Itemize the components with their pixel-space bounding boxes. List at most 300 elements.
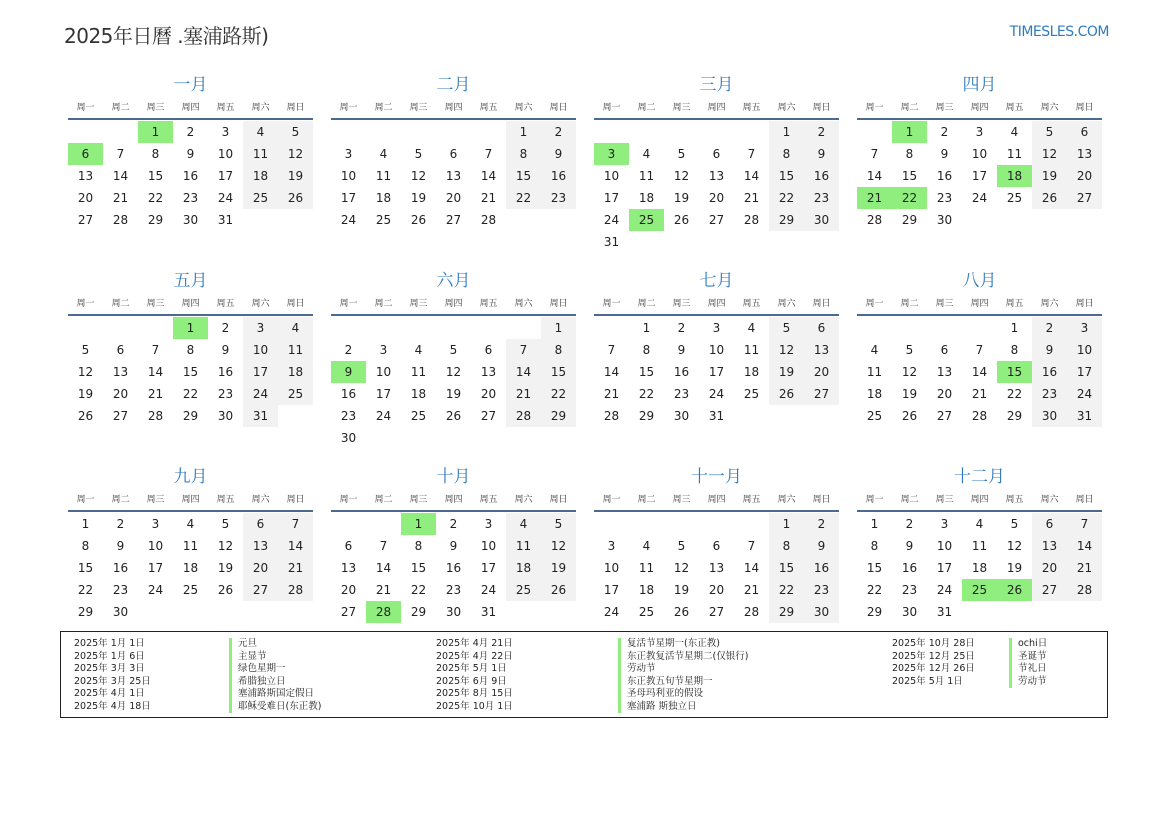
day-cell: 22 xyxy=(410,583,427,597)
day-empty xyxy=(471,317,506,339)
day-cell: 9 xyxy=(804,535,839,557)
month-title: 七月 xyxy=(699,271,734,291)
day-cell: 11 xyxy=(971,539,988,553)
holiday-column-3 xyxy=(892,638,1047,688)
day-cell: 2 xyxy=(116,517,125,531)
day-empty xyxy=(857,317,892,339)
day-cell: 19 xyxy=(1032,165,1067,187)
holiday-row xyxy=(436,638,748,651)
day-cell: 8 xyxy=(506,143,541,165)
day-empty xyxy=(331,317,366,339)
holiday-name: 圣母玛利亚的假设 xyxy=(618,688,703,701)
day-empty xyxy=(594,121,629,143)
day-cell-holiday: 1 xyxy=(892,121,927,143)
day-cell: 8 xyxy=(186,343,195,357)
day-cell: 6 xyxy=(344,539,353,553)
day-cell: 6 xyxy=(804,317,839,339)
day-cell: 20 xyxy=(243,557,278,579)
weekday-header xyxy=(594,294,839,316)
day-cell: 25 xyxy=(743,387,760,401)
day-cell: 23 xyxy=(217,387,234,401)
day-cell: 7 xyxy=(116,147,125,161)
day-cell: 11 xyxy=(638,561,655,575)
day-cell: 2 xyxy=(541,121,576,143)
day-cell: 26 xyxy=(673,213,690,227)
day-cell: 8 xyxy=(541,339,576,361)
day-cell: 20 xyxy=(936,387,953,401)
day-cell: 30 xyxy=(804,601,839,623)
holiday-row xyxy=(74,638,321,651)
day-cell: 11 xyxy=(1006,147,1023,161)
day-cell: 16 xyxy=(936,169,953,183)
holiday-row xyxy=(436,663,748,676)
holiday-date: 2025年 5月 1日 xyxy=(892,675,963,687)
weekday-label: 周一 xyxy=(602,103,621,113)
holiday-row xyxy=(892,638,1047,651)
day-cell: 19 xyxy=(445,387,462,401)
day-empty xyxy=(331,513,366,535)
day-cell: 20 xyxy=(708,583,725,597)
weekday-label: 周日 xyxy=(812,495,831,505)
day-cell: 30 xyxy=(182,213,199,227)
day-cell: 13 xyxy=(77,169,94,183)
day-cell: 20 xyxy=(340,583,357,597)
day-cell: 3 xyxy=(712,321,721,335)
holiday-row xyxy=(436,651,748,664)
weekday-label: 周三 xyxy=(935,495,954,505)
day-cell: 31 xyxy=(217,213,234,227)
day-cell: 4 xyxy=(1010,125,1019,139)
day-cell: 10 xyxy=(708,343,725,357)
day-cell: 31 xyxy=(708,409,725,423)
month-title: 九月 xyxy=(173,467,208,487)
day-cell: 23 xyxy=(804,579,839,601)
weekday-label: 周五 xyxy=(216,103,235,113)
month-title: 三月 xyxy=(699,75,734,95)
day-cell: 5 xyxy=(541,513,576,535)
day-cell: 15 xyxy=(866,561,883,575)
day-cell: 11 xyxy=(243,143,278,165)
day-cell: 27 xyxy=(112,409,129,423)
weekday-label: 周五 xyxy=(1005,299,1024,309)
day-cell: 5 xyxy=(1032,121,1067,143)
weekday-label: 周二 xyxy=(374,299,393,309)
day-cell: 6 xyxy=(484,343,493,357)
holiday-name: 劳动节 xyxy=(618,663,656,676)
month-title: 十二月 xyxy=(954,467,1005,487)
day-cell: 4 xyxy=(186,517,195,531)
day-cell: 3 xyxy=(484,517,493,531)
day-cell: 13 xyxy=(708,169,725,183)
day-cell: 1 xyxy=(541,317,576,339)
weekday-label: 周三 xyxy=(672,299,691,309)
day-empty xyxy=(734,513,769,535)
day-cell: 21 xyxy=(743,583,760,597)
day-empty xyxy=(506,317,541,339)
weekday-label: 周二 xyxy=(637,103,656,113)
day-cell: 13 xyxy=(340,561,357,575)
day-cell: 29 xyxy=(1006,409,1023,423)
holiday-row xyxy=(892,676,1047,689)
day-cell: 9 xyxy=(1032,339,1067,361)
day-cell: 27 xyxy=(340,605,357,619)
day-cell: 19 xyxy=(278,165,313,187)
weekday-label: 周日 xyxy=(286,103,305,113)
day-cell: 24 xyxy=(147,583,164,597)
day-cell: 8 xyxy=(151,147,160,161)
day-cell: 3 xyxy=(379,343,388,357)
day-cell: 19 xyxy=(673,191,690,205)
weekday-label: 周日 xyxy=(549,495,568,505)
day-cell: 13 xyxy=(936,365,953,379)
day-grid xyxy=(594,317,839,427)
day-cell: 2 xyxy=(221,321,230,335)
weekday-label: 周二 xyxy=(900,103,919,113)
day-cell: 17 xyxy=(971,169,988,183)
day-cell: 30 xyxy=(217,409,234,423)
day-cell: 23 xyxy=(445,583,462,597)
day-cell: 11 xyxy=(278,339,313,361)
day-cell-holiday: 18 xyxy=(997,165,1032,187)
weekday-label: 周日 xyxy=(549,103,568,113)
day-cell: 24 xyxy=(340,213,357,227)
month-title: 一月 xyxy=(173,75,208,95)
day-cell: 28 xyxy=(603,409,620,423)
day-empty xyxy=(892,317,927,339)
day-cell: 21 xyxy=(506,383,541,405)
weekday-label: 周六 xyxy=(251,103,270,113)
weekday-label: 周四 xyxy=(181,299,200,309)
day-grid xyxy=(594,513,839,623)
weekday-label: 周五 xyxy=(479,103,498,113)
day-cell: 12 xyxy=(901,365,918,379)
day-cell: 22 xyxy=(147,191,164,205)
day-cell: 15 xyxy=(769,557,804,579)
weekday-label: 周六 xyxy=(777,299,796,309)
weekday-header xyxy=(68,294,313,316)
month-6 xyxy=(331,268,576,464)
day-cell: 30 xyxy=(112,605,129,619)
day-cell: 21 xyxy=(743,191,760,205)
day-cell: 16 xyxy=(445,561,462,575)
weekday-label: 周二 xyxy=(900,299,919,309)
day-cell: 14 xyxy=(147,365,164,379)
day-cell: 20 xyxy=(1067,165,1102,187)
day-cell: 14 xyxy=(743,561,760,575)
day-cell: 12 xyxy=(541,535,576,557)
day-cell: 19 xyxy=(901,387,918,401)
weekday-label: 周六 xyxy=(514,103,533,113)
day-cell-holiday: 28 xyxy=(366,601,401,623)
day-grid xyxy=(68,317,313,427)
month-8 xyxy=(857,268,1102,464)
day-cell: 14 xyxy=(278,535,313,557)
day-cell: 23 xyxy=(936,191,953,205)
day-cell: 22 xyxy=(769,187,804,209)
day-cell: 3 xyxy=(1067,317,1102,339)
day-cell: 7 xyxy=(379,539,388,553)
day-cell: 7 xyxy=(747,147,756,161)
day-cell: 13 xyxy=(1067,143,1102,165)
day-empty xyxy=(629,121,664,143)
day-cell: 18 xyxy=(638,191,655,205)
day-cell: 29 xyxy=(638,409,655,423)
holiday-date: 2025年 4月 1日 xyxy=(74,688,145,699)
day-cell: 7 xyxy=(151,343,160,357)
holiday-name: 元旦 xyxy=(229,638,257,651)
day-cell: 10 xyxy=(936,539,953,553)
site-link[interactable]: TIMESLES.COM xyxy=(1009,24,1109,40)
weekday-label: 周一 xyxy=(865,103,884,113)
day-cell: 1 xyxy=(769,513,804,535)
day-cell: 2 xyxy=(1032,317,1067,339)
weekday-label: 周一 xyxy=(602,299,621,309)
day-cell: 5 xyxy=(677,539,686,553)
day-cell: 16 xyxy=(673,365,690,379)
day-cell: 24 xyxy=(708,387,725,401)
day-cell: 10 xyxy=(217,147,234,161)
day-grid xyxy=(857,121,1102,231)
day-cell: 14 xyxy=(971,365,988,379)
day-cell: 4 xyxy=(642,539,651,553)
month-4 xyxy=(857,72,1102,268)
weekday-label: 周四 xyxy=(444,495,463,505)
day-cell: 2 xyxy=(905,517,914,531)
weekday-label: 周四 xyxy=(444,103,463,113)
day-cell: 30 xyxy=(445,605,462,619)
weekday-label: 周六 xyxy=(251,299,270,309)
day-cell-holiday: 21 xyxy=(857,187,892,209)
day-cell: 30 xyxy=(340,431,357,445)
day-grid xyxy=(331,121,576,231)
day-cell: 14 xyxy=(603,365,620,379)
day-cell: 1 xyxy=(506,121,541,143)
weekday-label: 周日 xyxy=(286,495,305,505)
weekday-label: 周五 xyxy=(742,103,761,113)
day-cell: 17 xyxy=(936,561,953,575)
day-grid xyxy=(68,121,313,231)
weekday-header xyxy=(857,98,1102,120)
weekday-label: 周二 xyxy=(900,495,919,505)
day-cell: 24 xyxy=(971,191,988,205)
day-cell: 27 xyxy=(445,213,462,227)
day-cell: 16 xyxy=(340,387,357,401)
day-cell: 5 xyxy=(81,343,90,357)
weekday-label: 周六 xyxy=(777,495,796,505)
day-empty xyxy=(366,121,401,143)
weekday-label: 周四 xyxy=(181,495,200,505)
day-cell: 27 xyxy=(480,409,497,423)
day-cell: 22 xyxy=(182,387,199,401)
day-cell: 6 xyxy=(1032,513,1067,535)
day-cell-holiday: 15 xyxy=(997,361,1032,383)
day-cell: 3 xyxy=(975,125,984,139)
day-cell: 4 xyxy=(642,147,651,161)
day-cell: 22 xyxy=(769,579,804,601)
weekday-label: 周日 xyxy=(1075,299,1094,309)
day-empty xyxy=(68,317,103,339)
day-cell: 30 xyxy=(936,213,953,227)
holiday-name: 耶稣受难日(东正教) xyxy=(229,701,321,714)
weekday-label: 周日 xyxy=(549,299,568,309)
day-cell-holiday: 1 xyxy=(173,317,208,339)
weekday-label: 周一 xyxy=(339,299,358,309)
day-cell: 14 xyxy=(743,169,760,183)
day-cell: 20 xyxy=(480,387,497,401)
weekday-label: 周三 xyxy=(409,299,428,309)
day-cell: 25 xyxy=(182,583,199,597)
day-cell: 11 xyxy=(182,539,199,553)
day-empty xyxy=(927,317,962,339)
day-cell: 7 xyxy=(870,147,879,161)
day-cell: 12 xyxy=(673,169,690,183)
weekday-label: 周六 xyxy=(1040,299,1059,309)
day-cell: 17 xyxy=(340,191,357,205)
day-cell: 4 xyxy=(379,147,388,161)
day-empty xyxy=(594,513,629,535)
day-cell: 14 xyxy=(1067,535,1102,557)
day-cell: 5 xyxy=(769,317,804,339)
day-empty xyxy=(68,121,103,143)
day-cell: 31 xyxy=(480,605,497,619)
day-empty xyxy=(366,317,401,339)
day-cell: 28 xyxy=(147,409,164,423)
holiday-date: 2025年 4月 22日 xyxy=(436,650,513,662)
day-empty xyxy=(401,317,436,339)
weekday-header xyxy=(857,490,1102,512)
day-cell: 17 xyxy=(708,365,725,379)
month-title: 四月 xyxy=(962,75,997,95)
weekday-label: 周四 xyxy=(970,495,989,505)
holiday-row xyxy=(74,651,321,664)
day-cell: 28 xyxy=(971,409,988,423)
day-cell: 4 xyxy=(243,121,278,143)
day-cell: 21 xyxy=(971,387,988,401)
day-cell: 13 xyxy=(243,535,278,557)
day-cell: 7 xyxy=(1067,513,1102,535)
day-cell: 19 xyxy=(769,361,804,383)
day-cell: 29 xyxy=(901,213,918,227)
weekday-label: 周五 xyxy=(742,495,761,505)
day-cell: 24 xyxy=(603,213,620,227)
day-cell: 8 xyxy=(81,539,90,553)
day-cell: 27 xyxy=(1067,187,1102,209)
weekday-label: 周五 xyxy=(742,299,761,309)
weekday-label: 周一 xyxy=(76,299,95,309)
day-empty xyxy=(699,513,734,535)
holiday-name: 塞浦路 斯独立日 xyxy=(618,701,697,714)
day-empty xyxy=(699,121,734,143)
day-cell: 26 xyxy=(673,605,690,619)
day-cell: 22 xyxy=(77,583,94,597)
weekday-label: 周四 xyxy=(444,299,463,309)
day-cell: 20 xyxy=(708,191,725,205)
day-cell: 13 xyxy=(708,561,725,575)
day-cell: 19 xyxy=(673,583,690,597)
day-cell: 10 xyxy=(147,539,164,553)
holiday-name: 主显节 xyxy=(229,651,267,664)
day-empty xyxy=(594,317,629,339)
day-cell: 9 xyxy=(940,147,949,161)
day-cell: 20 xyxy=(445,191,462,205)
day-cell: 14 xyxy=(112,169,129,183)
holiday-name: 节礼日 xyxy=(1009,663,1047,676)
weekday-label: 周四 xyxy=(707,103,726,113)
day-cell: 29 xyxy=(769,601,804,623)
day-cell: 18 xyxy=(866,387,883,401)
day-cell: 29 xyxy=(410,605,427,619)
weekday-label: 周四 xyxy=(707,495,726,505)
day-cell: 3 xyxy=(243,317,278,339)
day-cell: 19 xyxy=(541,557,576,579)
day-cell: 23 xyxy=(1032,383,1067,405)
day-cell: 24 xyxy=(936,583,953,597)
day-cell: 2 xyxy=(186,125,195,139)
day-cell: 27 xyxy=(708,605,725,619)
day-cell: 16 xyxy=(112,561,129,575)
day-cell: 25 xyxy=(410,409,427,423)
day-empty xyxy=(103,121,138,143)
day-cell: 9 xyxy=(677,343,686,357)
day-cell: 3 xyxy=(344,147,353,161)
day-cell: 13 xyxy=(480,365,497,379)
weekday-label: 周五 xyxy=(216,495,235,505)
weekday-label: 周一 xyxy=(339,103,358,113)
day-cell: 27 xyxy=(77,213,94,227)
day-cell: 11 xyxy=(410,365,427,379)
day-empty xyxy=(401,121,436,143)
day-cell: 14 xyxy=(375,561,392,575)
day-cell: 26 xyxy=(217,583,234,597)
holiday-name: 希腊独立日 xyxy=(229,676,286,689)
day-cell-holiday: 25 xyxy=(962,579,997,601)
day-cell: 12 xyxy=(673,561,690,575)
weekday-label: 周三 xyxy=(409,103,428,113)
day-cell: 25 xyxy=(278,383,313,405)
day-cell: 26 xyxy=(1032,187,1067,209)
day-grid xyxy=(594,121,839,253)
holiday-name: 绿色星期一 xyxy=(229,663,286,676)
day-cell: 9 xyxy=(541,143,576,165)
holiday-date: 2025年 12月 26日 xyxy=(892,663,975,674)
holiday-list xyxy=(60,631,1108,718)
weekday-label: 周日 xyxy=(1075,495,1094,505)
day-cell: 9 xyxy=(804,143,839,165)
month-title: 五月 xyxy=(173,271,208,291)
day-cell: 24 xyxy=(603,605,620,619)
day-cell: 17 xyxy=(603,191,620,205)
month-title: 八月 xyxy=(962,271,997,291)
holiday-name: 东正教五旬节星期一 xyxy=(618,676,713,689)
holiday-date: 2025年 12月 25日 xyxy=(892,650,975,662)
day-cell: 28 xyxy=(112,213,129,227)
day-cell: 17 xyxy=(217,169,234,183)
day-cell: 25 xyxy=(506,579,541,601)
holiday-name: 劳动节 xyxy=(1009,676,1047,689)
day-cell: 10 xyxy=(603,561,620,575)
day-cell: 15 xyxy=(638,365,655,379)
month-7 xyxy=(594,268,839,464)
day-cell: 7 xyxy=(747,539,756,553)
holiday-date: 2025年 3月 3日 xyxy=(74,663,145,674)
day-cell: 6 xyxy=(116,343,125,357)
day-cell: 20 xyxy=(112,387,129,401)
day-empty xyxy=(366,513,401,535)
weekday-header xyxy=(331,98,576,120)
weekday-label: 周二 xyxy=(374,495,393,505)
day-cell: 17 xyxy=(603,583,620,597)
month-5 xyxy=(68,268,313,464)
